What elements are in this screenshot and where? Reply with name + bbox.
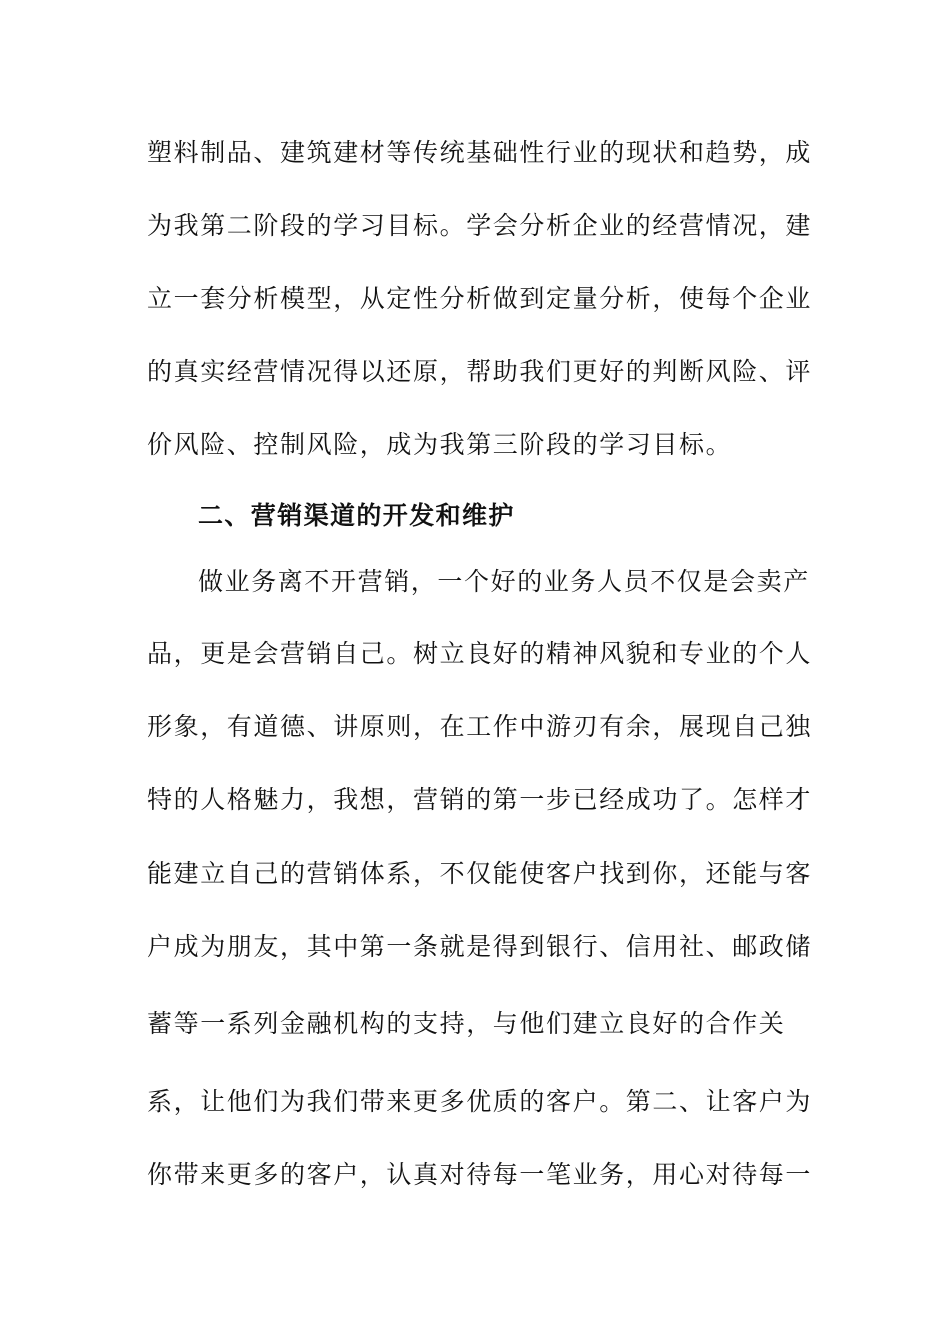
paragraph-line: 能建立自己的营销体系，不仅能使客户找到你，还能与客	[147, 859, 813, 888]
paragraph-line: 户成为朋友，其中第一条就是得到银行、信用社、邮政储	[147, 932, 813, 961]
paragraph-line: 蓄等一系列金融机构的支持，与他们建立良好的合作关	[147, 1009, 786, 1038]
paragraph-line: 做业务离不开营销，一个好的业务人员不仅是会卖产	[198, 567, 810, 596]
paragraph-line: 立一套分析模型，从定性分析做到定量分析，使每个企业	[147, 284, 813, 313]
paragraph-line: 塑料制品、建筑建材等传统基础性行业的现状和趋势，成	[147, 138, 813, 167]
paragraph-line: 系，让他们为我们带来更多优质的客户。第二、让客户为	[147, 1087, 813, 1116]
paragraph-line: 的真实经营情况得以还原，帮助我们更好的判断风险、评	[147, 357, 813, 386]
paragraph-line: 特的人格魅力，我想，营销的第一步已经成功了。怎样才	[147, 785, 813, 814]
paragraph-line: 形象，有道德、讲原则，在工作中游刃有余，展现自己独	[147, 712, 813, 741]
paragraph-line: 为我第二阶段的学习目标。学会分析企业的经营情况，建	[147, 211, 813, 240]
paragraph-line: 价风险、控制风险，成为我第三阶段的学习目标。	[147, 430, 733, 459]
paragraph-line: 品，更是会营销自己。树立良好的精神风貌和专业的个人	[147, 639, 813, 668]
paragraph-line: 你带来更多的客户，认真对待每一笔业务，用心对待每一	[147, 1160, 813, 1189]
section-heading: 二、营销渠道的开发和维护	[198, 501, 515, 530]
